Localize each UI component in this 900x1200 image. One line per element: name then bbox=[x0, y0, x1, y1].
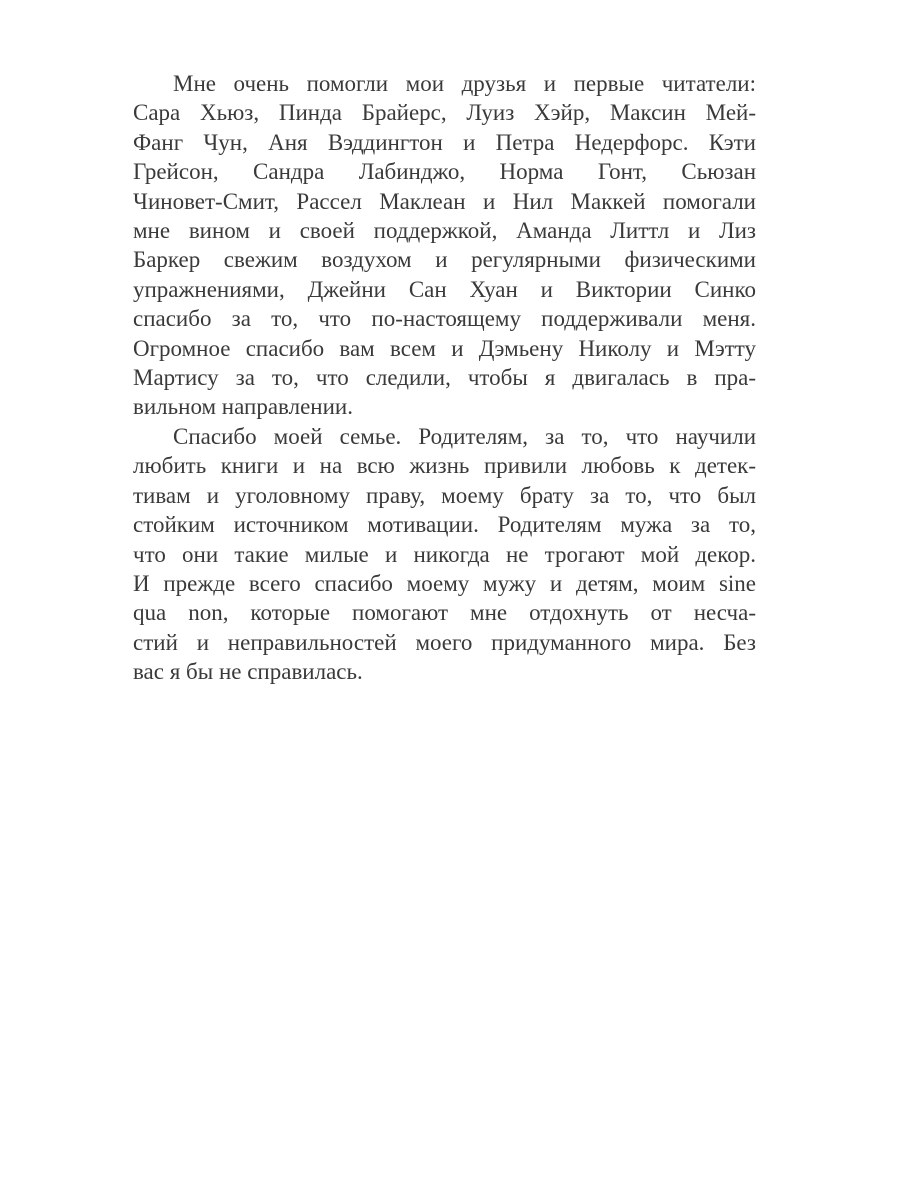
text-line: стий и неправильностей моего придуманного мира. Без bbox=[133, 629, 756, 655]
text-line: Спасибо моей семье. Родителям, за то, что научили bbox=[173, 423, 756, 449]
text-line: что они такие милые и никогда не трогают мой декор. bbox=[133, 541, 756, 567]
text-line: вас я бы не справилась. bbox=[133, 659, 363, 685]
text-line: упражнениями, Джейни Сан Хуан и Виктории Синко bbox=[133, 276, 756, 302]
text-line: И прежде всего спасибо моему мужу и детям, моим sine bbox=[133, 570, 756, 596]
text-line: любить книги и на всю жизнь привили любовь к детек- bbox=[133, 453, 756, 479]
text-line: тивам и уголовному праву, моему брату за то, что был bbox=[133, 482, 756, 508]
text-line: Чиновет-Смит, Рассел Маклеан и Нил Маккей помогали bbox=[133, 188, 756, 214]
text-line: Мне очень помогли мои друзья и первые читатели: bbox=[173, 71, 756, 96]
text-line: Сара Хьюз, Пинда Брайерс, Луиз Хэйр, Максин Мей- bbox=[133, 100, 756, 126]
text-line: стойким источником мотивации. Родителям мужа за то, bbox=[133, 512, 756, 538]
text-line: Баркер свежим воздухом и регулярными физическими bbox=[133, 247, 756, 273]
text-line: мне вином и своей поддержкой, Аманда Литтл и Лиз bbox=[133, 218, 756, 244]
text-line: Фанг Чун, Аня Вэддингтон и Петра Недерфорс. Кэти bbox=[133, 129, 756, 155]
text-line: спасибо за то, что по-настоящему поддерживали меня. bbox=[133, 306, 756, 332]
body-text bbox=[133, 69, 756, 687]
text-line: вильном направлении. bbox=[133, 394, 353, 420]
text-line: Огромное спасибо вам всем и Дэмьену Николу и Мэтту bbox=[133, 335, 756, 361]
text-line: Грейсон, Сандра Лабинджо, Норма Гонт, Сьюзан bbox=[133, 159, 756, 185]
text-line: Мартису за то, что следили, чтобы я двигалась в пра- bbox=[133, 365, 756, 391]
text-line: qua non, которые помогают мне отдохнуть от несча- bbox=[133, 600, 756, 626]
